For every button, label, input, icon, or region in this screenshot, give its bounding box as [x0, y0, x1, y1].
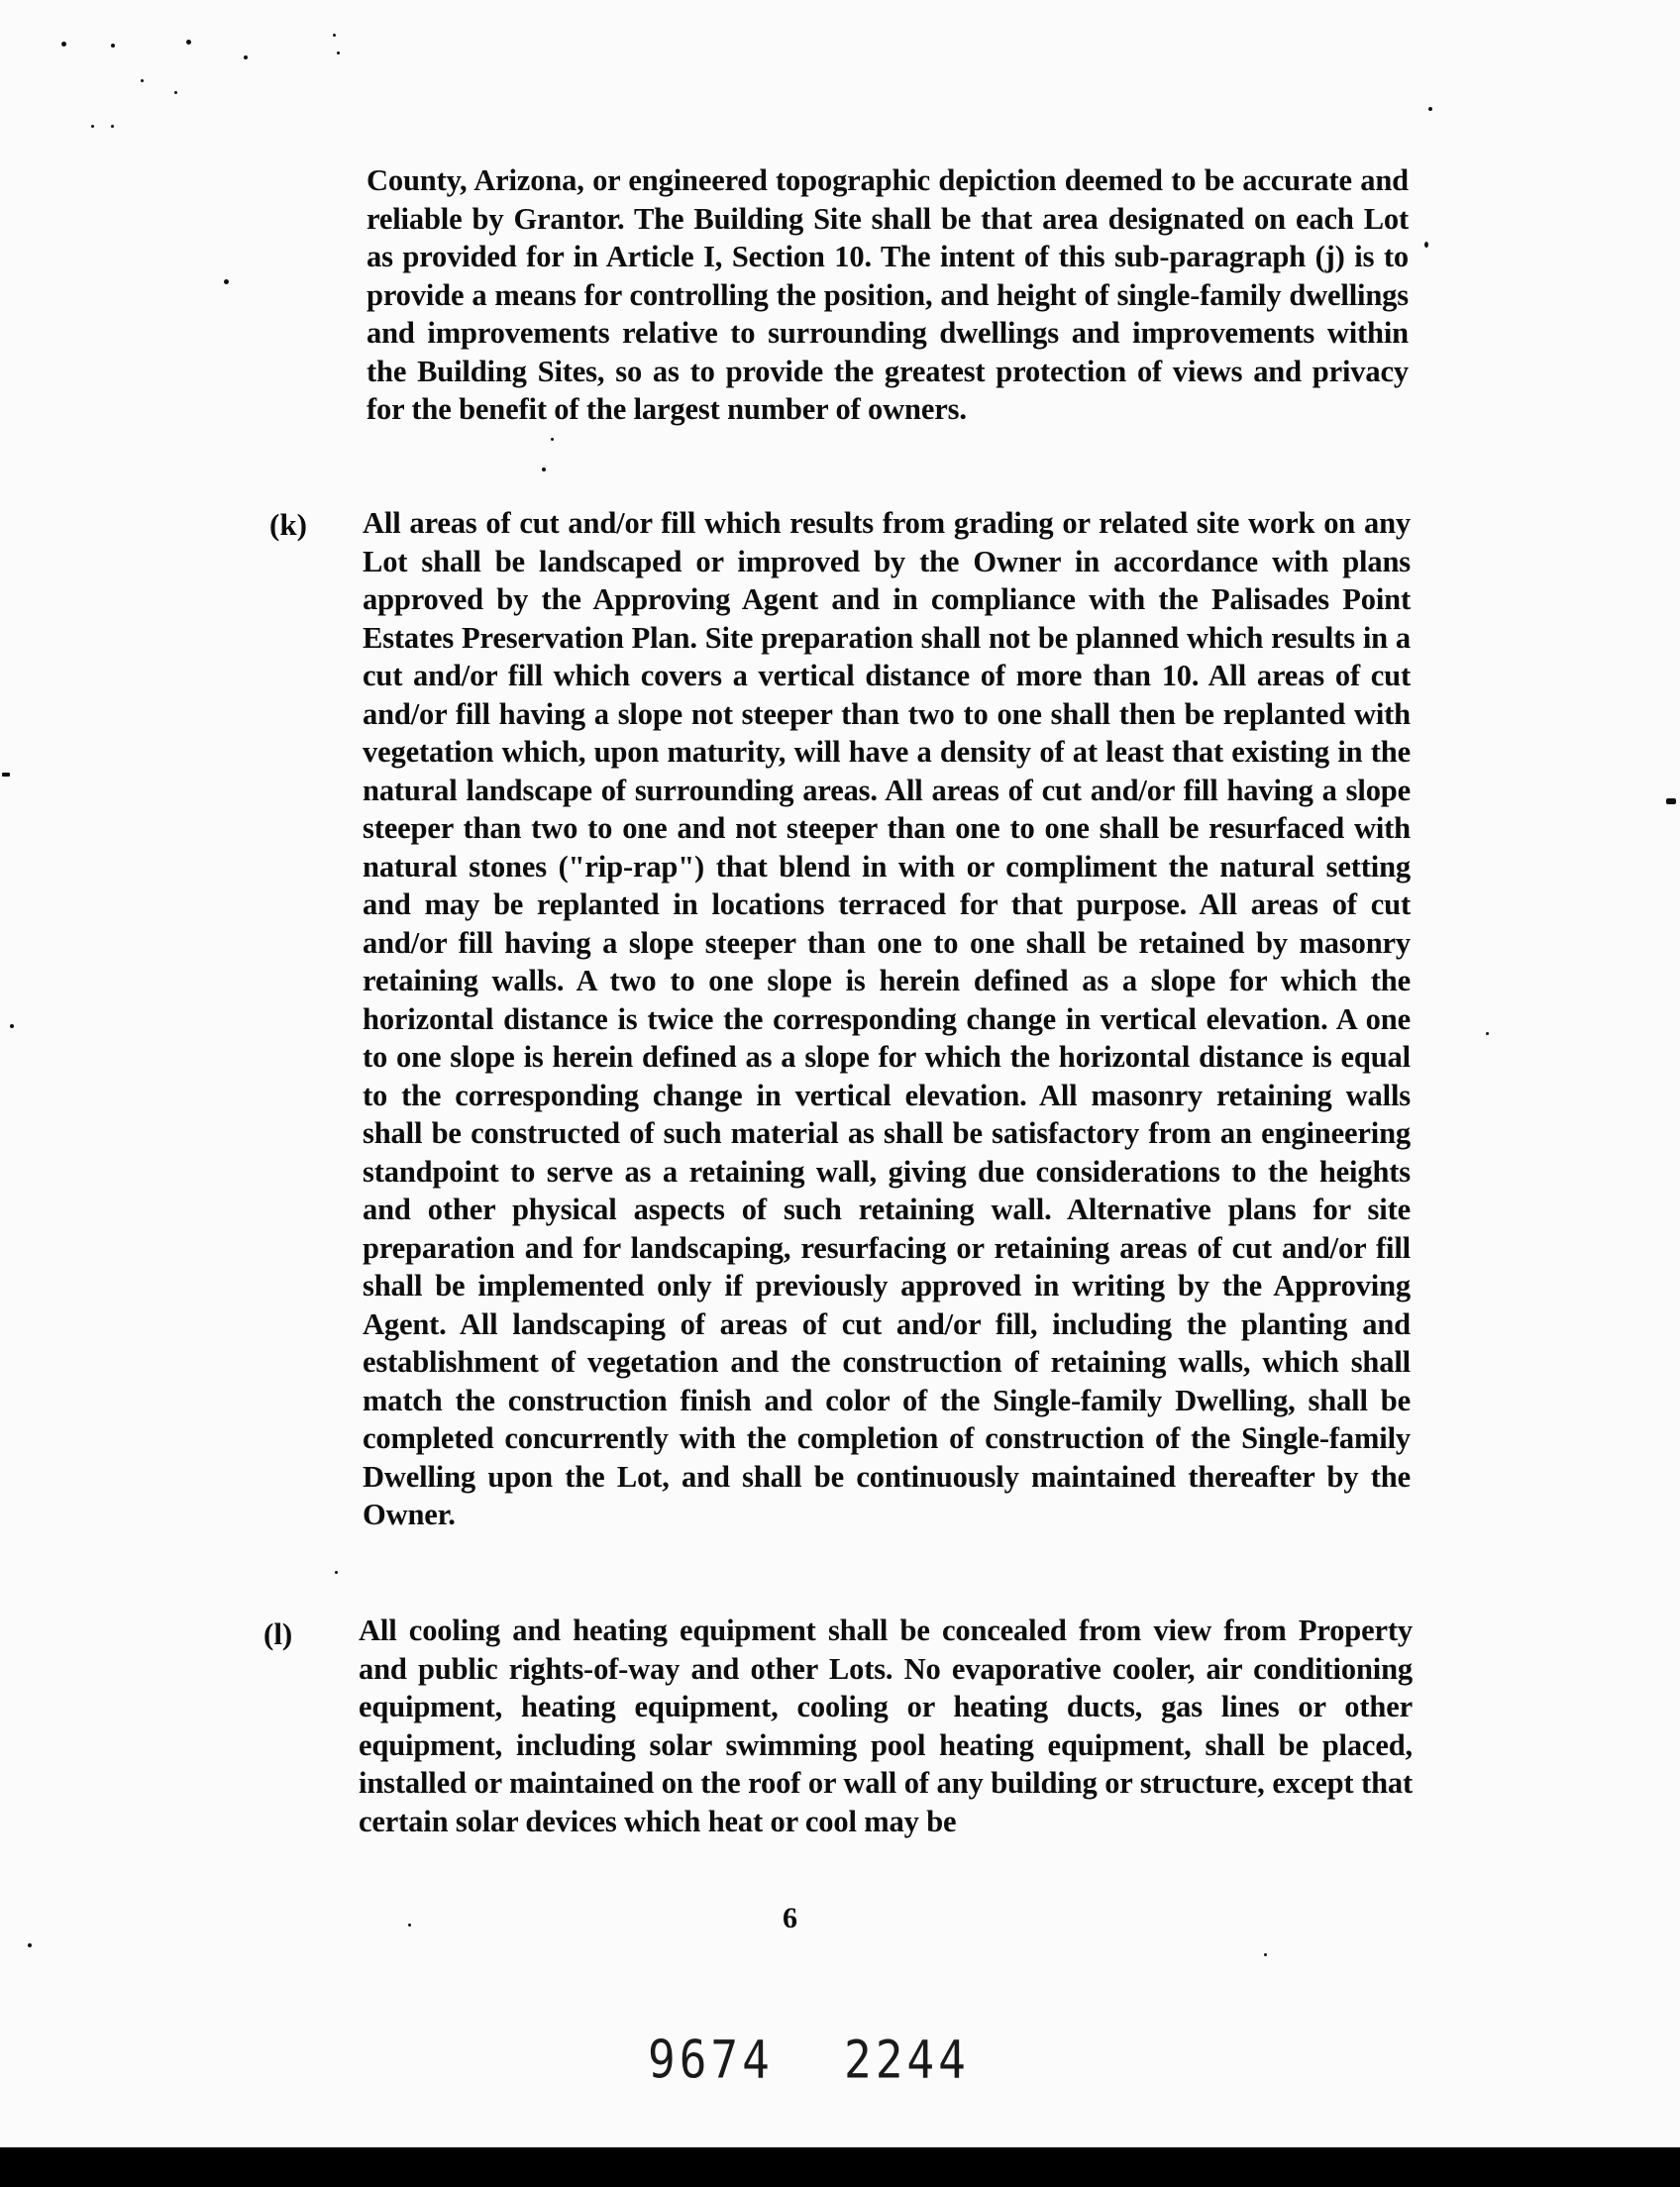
scan-speck: [542, 468, 546, 471]
scan-speck: [335, 1571, 338, 1574]
scan-speck: [1666, 798, 1676, 804]
scan-speck: [111, 44, 115, 48]
scan-speck: [551, 438, 554, 441]
scan-speck: [333, 34, 336, 37]
scan-speck: [61, 42, 66, 47]
document-number-part2: 2244: [844, 2029, 970, 2091]
scan-speck: [1424, 242, 1428, 248]
scan-speck: [408, 1924, 411, 1927]
scan-speck: [186, 40, 191, 45]
continuation-paragraph: County, Arizona, or engineered topographic depiction deemed to be accurate and reliable by Grantor. The Building Site shall be that area designated on each Lot as provided for in Article I, Section 10. The intent of this sub-paragraph (j) is to provide a means for controlling the position, and height of single-family dwellings and improvements relative to surrounding dwellings and improvements within the Building Sites, so as to provide the greatest protection of views and privacy for the benefit of the largest number of owners.: [367, 163, 1409, 426]
scan-speck: [141, 79, 144, 82]
scan-speck: [91, 125, 94, 128]
scan-speck: [337, 52, 340, 54]
section-l-paragraph: All cooling and heating equipment shall be concealed from view from Property and public rights-of-way and other Lots. No evaporative cooler, air conditioning equipment, heating equipment, cooling or heating ducts, gas lines or other equipment, including solar swimming pool heating equipment, shall be placed, installed or maintained on the roof or wall of any building or structure, except that certain solar devices which heat or cool may be: [359, 1614, 1413, 1838]
section-k-label: (k): [269, 507, 307, 542]
scan-speck: [1264, 1953, 1267, 1956]
scan-speck: [28, 1943, 32, 1947]
scan-speck: [10, 1024, 14, 1028]
section-l-label: (l): [263, 1616, 293, 1651]
section-k-paragraph: All areas of cut and/or fill which results from grading or related site work on any Lot shall be landscaped or improved by the Owner in accordance with plans approved by the Approving Agent and in compliance with the Palisades Point Estates Preservation Plan. Site preparation shall not be planned which results in a cut and/or fill which covers a vertical distance of more than 10. All areas of cut and/or fill having a slope not steeper than two to one shall then be replanted with vegetation which, upon maturity, will have a density of at least that existing in the natural landscape of surrounding areas. All areas of cut and/or fill having a slope steeper than two to one and not steeper than one to one shall be resurfaced with natural stones ("rip-rap") that blend in with or compliment the natural setting and may be replanted in locations terraced for that purpose. All areas of cut and/or fill having a slope steeper than one to one shall be retained by masonry retaining walls. A two to one slope is herein defined as a slope for which the horizontal distance is twice the corresponding change in vertical elevation. A one to one slope is herein defined as a slope for which the horizontal distance is equal to the corresponding change in vertical elevation. All masonry retaining walls shall be constructed of such material as shall be satisfactory from an engineering standpoint to serve as a retaining wall, giving due considerations to the heights and other physical aspects of such retaining wall. Alternative plans for site preparation and for landscaping, resurfacing or retaining areas of cut and/or fill shall be implemented only if previously approved in writing by the Approving Agent. All landscaping of areas of cut and/or fill, including the planting and establishment of vegetation and the construction of retaining walls, which shall match the construction finish and color of the Single-family Dwelling, shall be completed concurrently with the completion of construction of the Single-family Dwelling upon the Lot, and shall be continuously maintained thereafter by the Owner.: [363, 506, 1411, 1531]
scan-speck: [2, 773, 10, 777]
scan-speck: [244, 55, 248, 59]
scan-speck: [224, 279, 229, 284]
scan-speck: [111, 125, 114, 128]
scan-speck: [1428, 107, 1432, 111]
page-number: 6: [783, 1902, 797, 1934]
scan-speck: [1486, 1032, 1489, 1035]
document-number-part1: 9674: [648, 2029, 774, 2091]
scan-speck: [174, 91, 177, 94]
